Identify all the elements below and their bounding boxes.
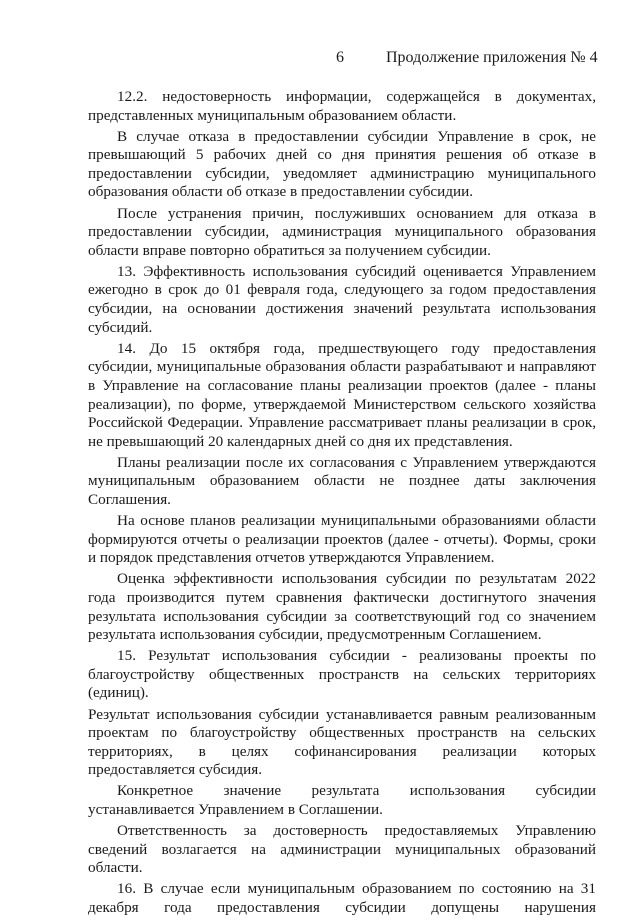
page-number: 6 [336,49,344,66]
paragraph-responsibility: Ответственность за достоверность предоставляемых Управлению сведений возлагается на администрации муниципальных образований области. [88,822,596,877]
appendix-continuation-label: Продолжение приложения № 4 [386,49,598,66]
paragraph-result-definition: Результат использования субсидии устанавливается равным реализованным проектам по благоустройству общественных пространств на сельских территориях, в целях софинансирования реализации которых предоставляется субсидия. [88,705,596,779]
paragraph-16: 16. В случае если муниципальным образованием по состоянию на 31 декабря года предоставления субсидии допущены нарушения [88,880,596,916]
paragraph-12-2: 12.2. недостоверность информации, содержащейся в документах, представленных муниципальным образованием области. [88,88,596,124]
document-body [88,88,596,920]
paragraph-reapply: После устранения причин, послуживших основанием для отказа в предоставлении субсидии, администрация муниципального образования области вправе повторно обратиться за получением субсидии. [88,204,596,259]
paragraph-efficiency-assessment: Оценка эффективности использования субсидии по результатам 2022 года производится путем сравнения фактически достигнутого значения результата использования субсидии за соответствующий год со значением результата использования субсидии, предусмотренным Соглашением. [88,570,596,644]
paragraph-13: 13. Эффективность использования субсидий оценивается Управлением ежегодно в срок до 01 февраля года, следующего за годом предоставления субсидии, на основании достижения значений результата использования субсидий. [88,262,596,336]
paragraph-refusal-notice: В случае отказа в предоставлении субсидии Управление в срок, не превышающий 5 рабочих дней со дня принятия решения об отказе в предоставлении субсидии, уведомляет администрацию муниципального образования области об отказе в предоставлении субсидии. [88,127,596,201]
paragraph-specific-value: Конкретное значение результата использования субсидии устанавливается Управлением в Соглашении. [88,782,596,818]
paragraph-reports: На основе планов реализации муниципальными образованиями области формируются отчеты о реализации проектов (далее - отчеты). Формы, сроки и порядок представления отчетов утверждаются Управлением. [88,512,596,567]
paragraph-14: 14. До 15 октября года, предшествующего году предоставления субсидии, муниципальные образования области разрабатывают и направляют в Управление на согласование планы реализации проектов (далее - планы реализации), по форме, утверждаемой Министерством сельского хозяйства Российской Федерации. Управление рассматривает планы реализации в срок, не превышающий 20 календарных дней со дня их представления. [88,339,596,450]
paragraph-plans-approval: Планы реализации после их согласования с Управлением утверждаются муниципальным образованием области не позднее даты заключения Соглашения. [88,453,596,508]
paragraph-15: 15. Результат использования субсидии - реализованы проекты по благоустройству общественных пространств на сельских территориях (единиц). [88,647,596,702]
